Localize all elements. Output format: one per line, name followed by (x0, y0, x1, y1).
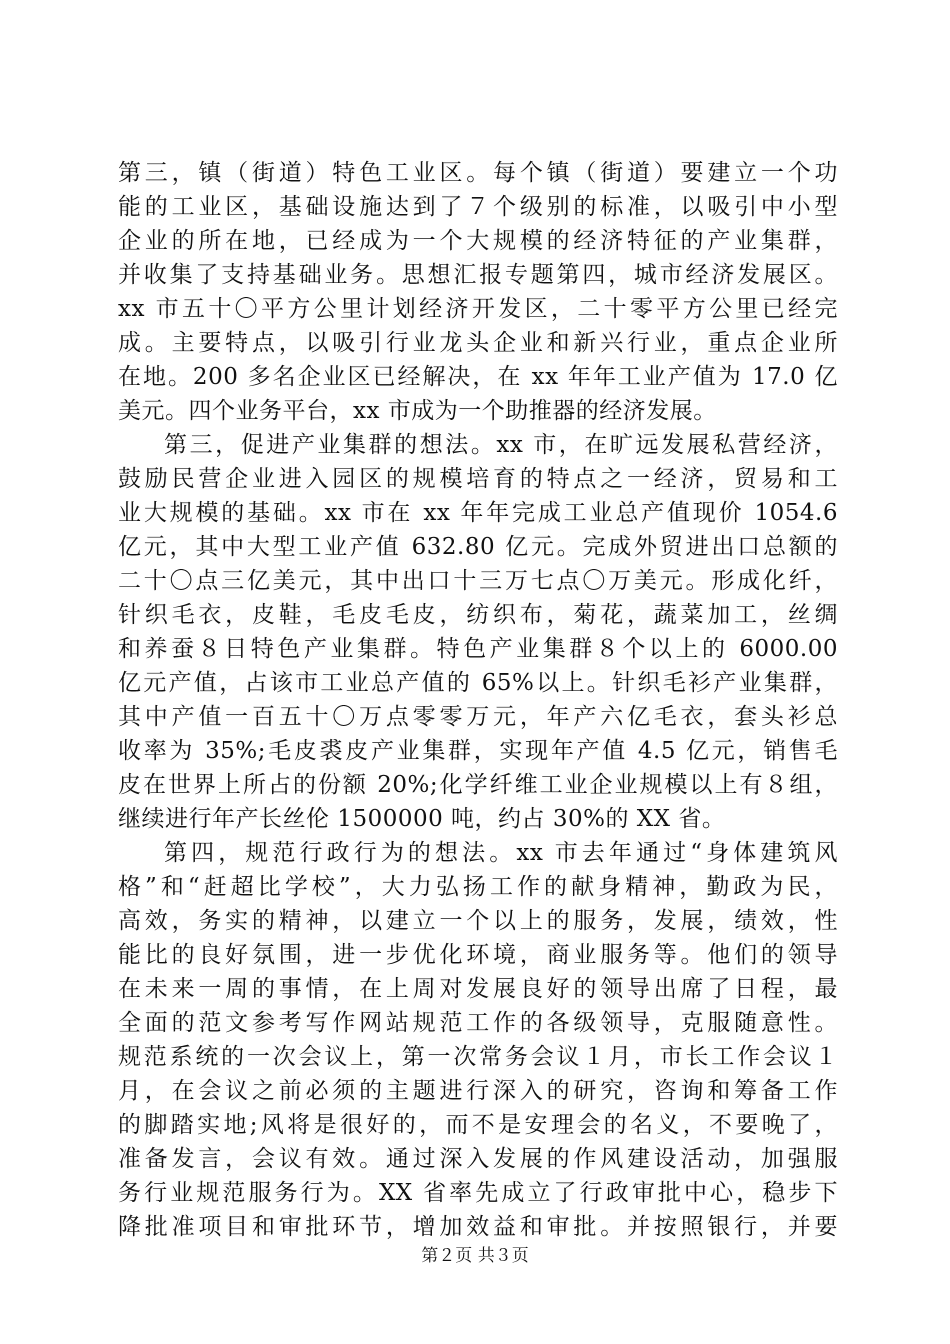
text-line: 皮在世界上所占的份额 20%;化学纤维工业企业规模以上有８组， (118, 772, 838, 798)
text-line: 业大规模的基础。xx 市在 xx 年年完成工业总产值现价 1054.6 (118, 500, 838, 526)
text-line: 务行业规范服务行为。XX 省率先成立了行政审批中心，稳步下 (118, 1180, 838, 1206)
text-line: 月，在会议之前必须的主题进行深入的研究，咨询和筹备工作 (118, 1078, 838, 1104)
text-line: 能比的良好氛围，进一步优化环境，商业服务等。他们的领导 (118, 942, 838, 968)
text-line: 美元。四个业务平台，xx 市成为一个助推器的经济发展。 (118, 398, 717, 424)
text-line: 二十〇点三亿美元，其中出口十三万七点〇万美元。形成化纤， (118, 568, 838, 594)
document-body (118, 156, 838, 1244)
text-line: 高效，务实的精神，以建立一个以上的服务，发展，绩效，性 (118, 908, 838, 934)
text-line: 鼓励民营企业进入园区的规模培育的特点之一经济，贸易和工 (118, 466, 838, 492)
page-number-footer: 第２页 共３页 (421, 1246, 529, 1266)
text-line: 针织毛衣，皮鞋，毛皮毛皮，纺织布，菊花，蔬菜加工，丝绸 (118, 602, 838, 628)
text-line: 第三，镇（街道）特色工业区。每个镇（街道）要建立一个功 (118, 160, 838, 186)
text-line: 的脚踏实地;风将是很好的，而不是安理会的名义，不要晚了， (118, 1112, 838, 1138)
text-line: 格”和“赶超比学校”，大力弘扬工作的献身精神，勤政为民， (118, 874, 838, 900)
paragraph (118, 836, 838, 1244)
paragraph (118, 428, 838, 836)
text-line: 准备发言，会议有效。通过深入发展的作风建设活动，加强服 (118, 1146, 838, 1172)
text-line: 全面的范文参考写作网站规范工作的各级领导，克服随意性。 (118, 1010, 838, 1036)
text-line: 成。主要特点，以吸引行业龙头企业和新兴行业，重点企业所 (118, 330, 838, 356)
text-line: 第四，规范行政行为的想法。xx 市去年通过“身体建筑风 (164, 840, 838, 866)
text-line: 并收集了支持基础业务。思想汇报专题第四，城市经济发展区。 (118, 262, 838, 288)
text-line: 其中产值一百五十〇万点零零万元，年产六亿毛衣，套头衫总 (118, 704, 838, 730)
text-line: 在地。200 多名企业区已经解决，在 xx 年年工业产值为 17.0 亿 (118, 364, 838, 390)
text-line: 在未来一周的事情，在上周对发展良好的领导出席了日程，最 (118, 976, 838, 1002)
text-line: 收率为 35%;毛皮裘皮产业集群，实现年产值 4.5 亿元，销售毛 (118, 738, 838, 764)
text-line: 和养蚕８日特色产业集群。特色产业集群８个以上的 6000.00 (118, 636, 838, 662)
paragraph-list (118, 156, 838, 1244)
text-line: 亿元产值，占该市工业总产值的 65%以上。针织毛衫产业集群， (118, 670, 838, 696)
text-line: 企业的所在地，已经成为一个大规模的经济特征的产业集群， (118, 228, 838, 254)
text-line: 规范系统的一次会议上，第一次常务会议１月，市长工作会议１ (118, 1044, 838, 1070)
text-line: 能的工业区，基础设施达到了７个级别的标准，以吸引中小型 (118, 194, 838, 220)
text-line: xx 市五十〇平方公里计划经济开发区，二十零平方公里已经完 (118, 296, 838, 322)
paragraph (118, 156, 838, 428)
text-line: 第三，促进产业集群的想法。xx 市，在旷远发展私营经济， (164, 432, 838, 458)
text-line: 亿元，其中大型工业产值 632.80 亿元。完成外贸进出口总额的 (118, 534, 838, 560)
text-line: 继续进行年产长丝伦 1500000 吨，约占 30%的 XX 省。 (118, 806, 726, 832)
text-line: 降批准项目和审批环节，增加效益和审批。并按照银行，并要 (118, 1214, 838, 1240)
